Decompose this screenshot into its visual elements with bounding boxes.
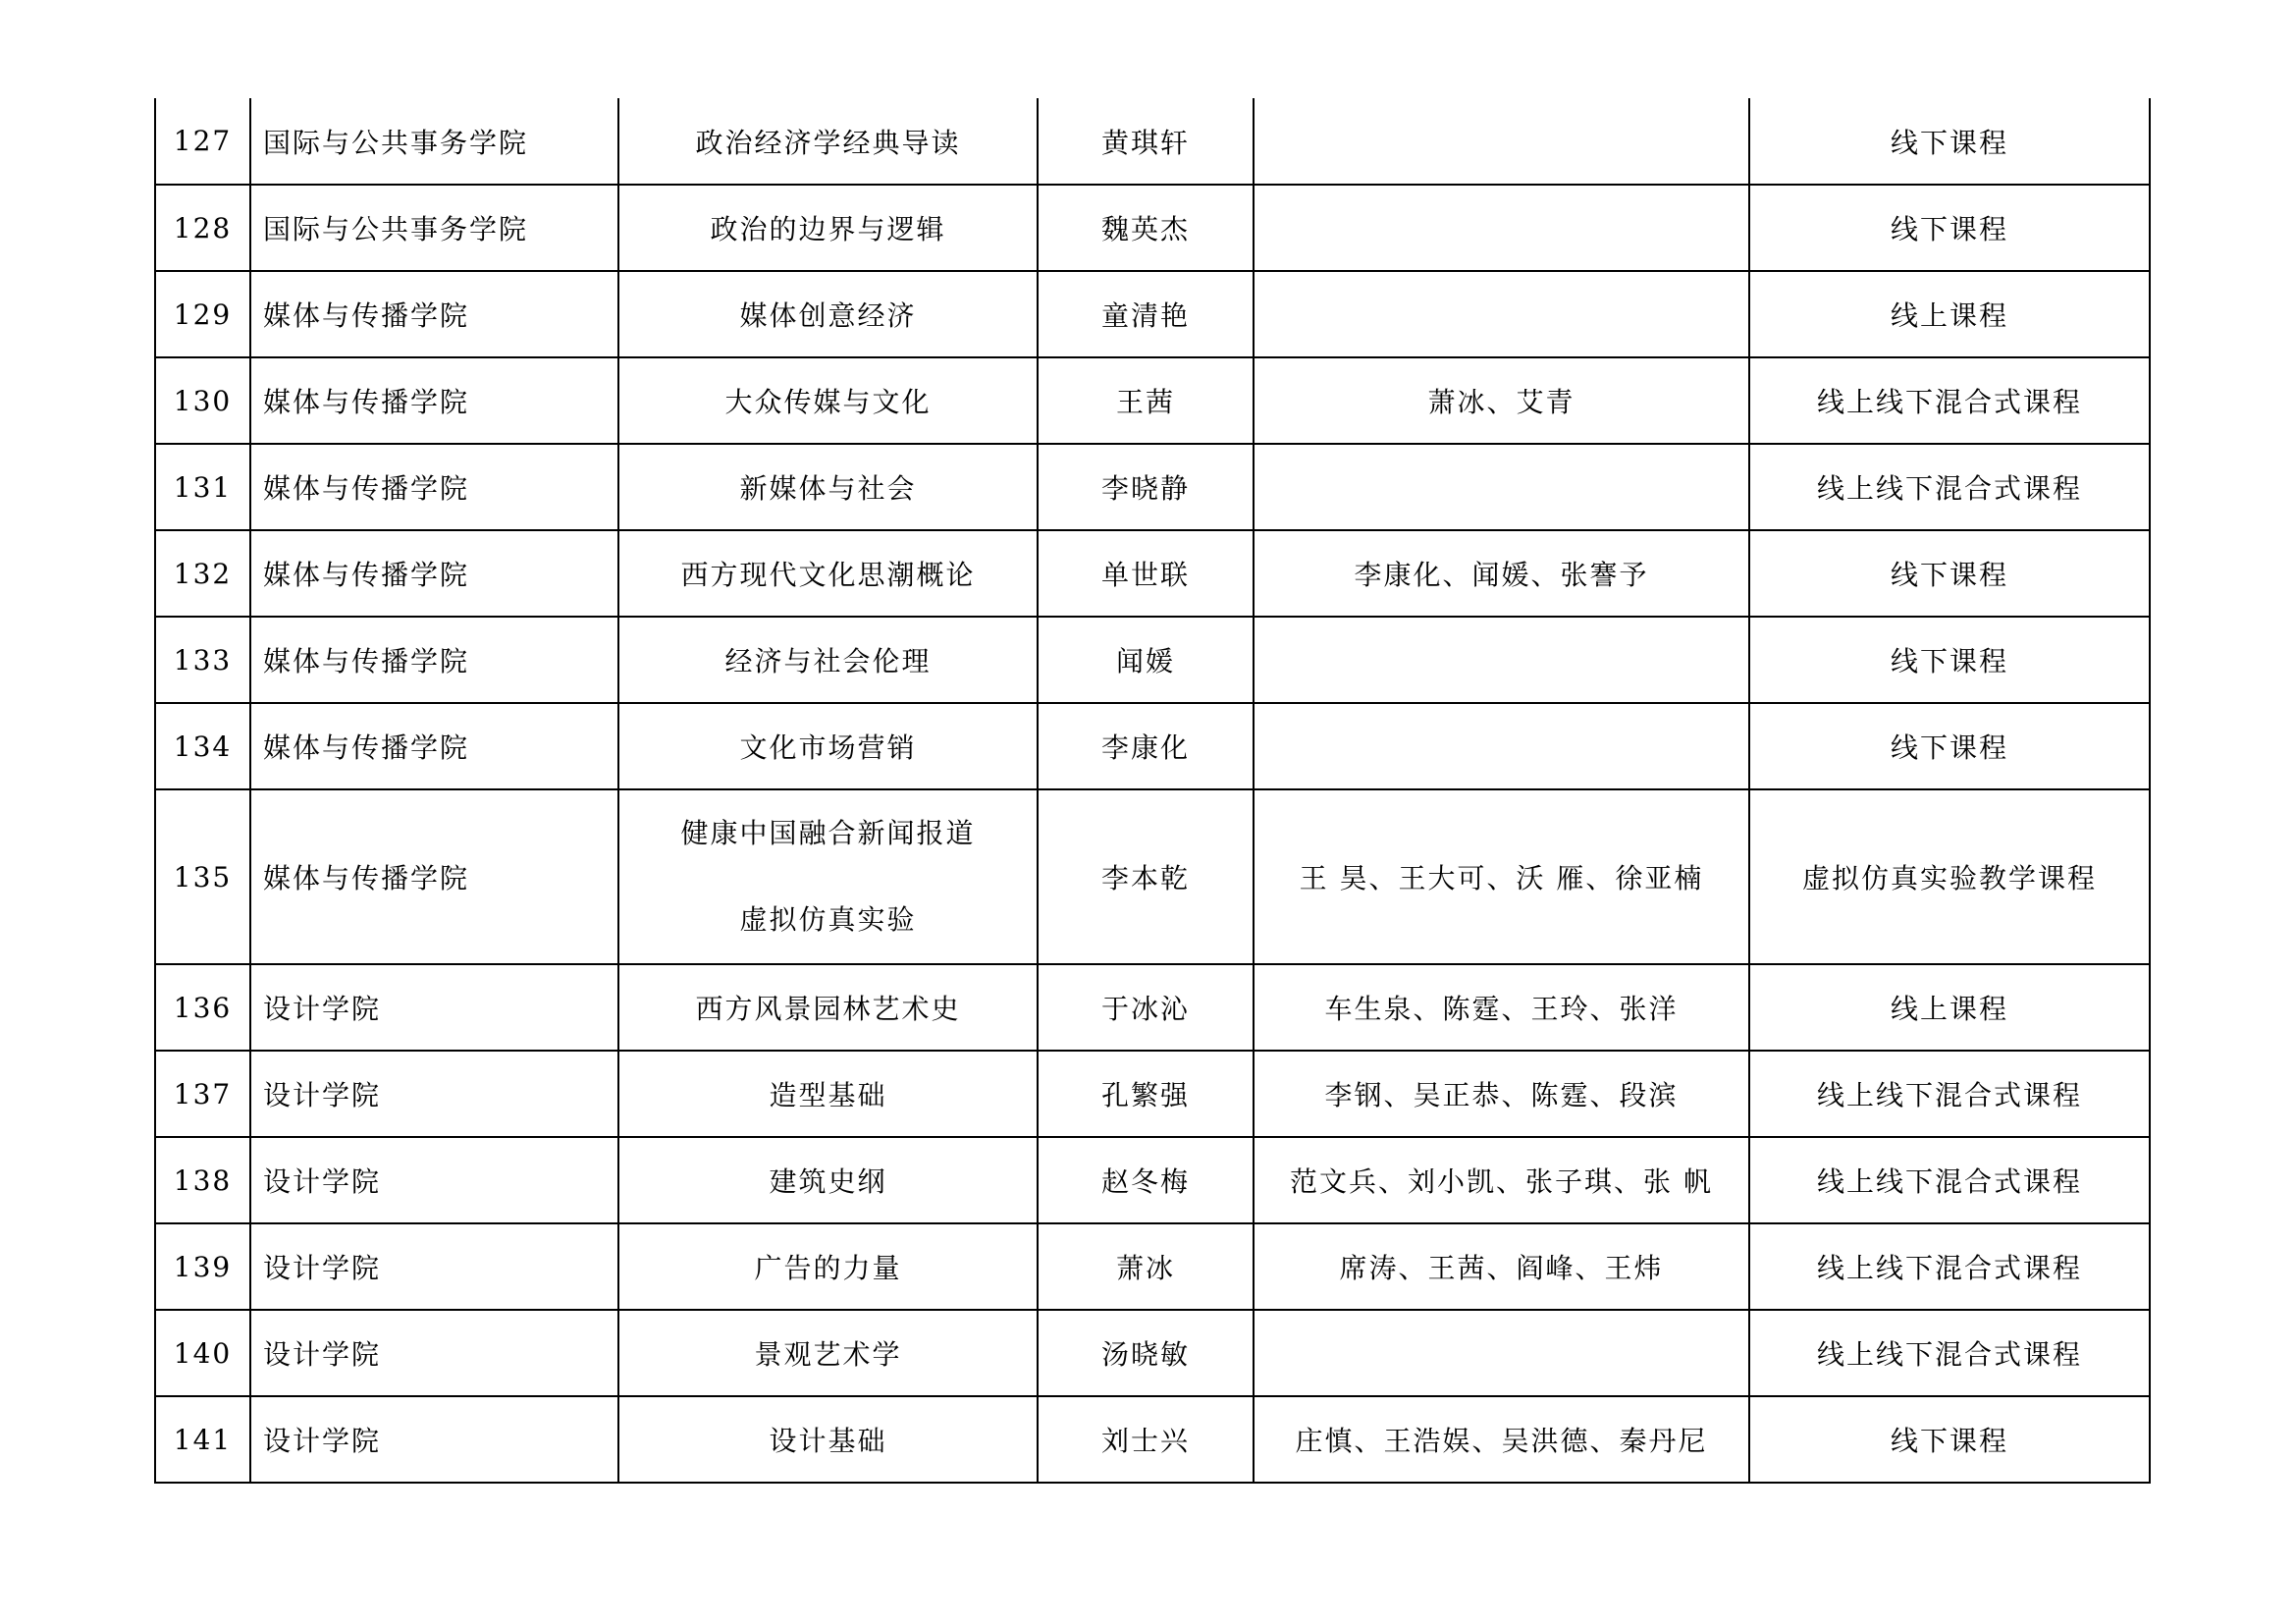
team-members-cell: 车生泉、陈霆、王玲、张洋: [1254, 964, 1749, 1051]
course-name-line: 健康中国融合新闻报道: [680, 817, 976, 849]
table-row: [155, 185, 2150, 271]
college-cell: 设计学院: [250, 1223, 618, 1310]
course-name-cell: [618, 1396, 1038, 1483]
college-cell: 媒体与传播学院: [250, 444, 618, 530]
row-number-cell: 134: [155, 703, 250, 789]
course-type-cell: 线上线下混合式课程: [1749, 444, 2150, 530]
course-leader-cell: 单世联: [1038, 530, 1254, 617]
table-body: [155, 98, 2150, 1483]
course-name-line: 政治经济学经典导读: [695, 126, 961, 159]
course-type-cell: 线下课程: [1749, 703, 2150, 789]
row-number-cell: 140: [155, 1310, 250, 1396]
row-number-cell: 131: [155, 444, 250, 530]
course-leader-cell: 闻媛: [1038, 617, 1254, 703]
table-row: [155, 1310, 2150, 1396]
team-members-cell: 庄慎、王浩娱、吴洪德、秦丹尼: [1254, 1396, 1749, 1483]
table-row: [155, 703, 2150, 789]
table-row: [155, 1223, 2150, 1310]
row-number-cell: 139: [155, 1223, 250, 1310]
team-members-cell: 王 昊、王大可、沃 雁、徐亚楠: [1254, 789, 1749, 964]
course-leader-cell: 黄琪轩: [1038, 98, 1254, 185]
course-name-cell: [618, 444, 1038, 530]
college-cell: 媒体与传播学院: [250, 617, 618, 703]
team-members-cell: 李康化、闻媛、张謇予: [1254, 530, 1749, 617]
table-row: [155, 964, 2150, 1051]
course-name-cell: [618, 964, 1038, 1051]
table-row: [155, 98, 2150, 185]
course-leader-cell: 李晓静: [1038, 444, 1254, 530]
course-name-line: 造型基础: [769, 1079, 887, 1111]
course-name-cell: [618, 185, 1038, 271]
row-number-cell: 132: [155, 530, 250, 617]
team-members-cell: [1254, 271, 1749, 357]
college-cell: 设计学院: [250, 1396, 618, 1483]
team-members-cell: 李钢、吴正恭、陈霆、段滨: [1254, 1051, 1749, 1137]
course-name-line: 设计基础: [769, 1425, 887, 1457]
course-name-cell: [618, 1137, 1038, 1223]
course-leader-cell: 于冰沁: [1038, 964, 1254, 1051]
row-number-cell: 135: [155, 789, 250, 964]
team-members-cell: [1254, 617, 1749, 703]
table-row: [155, 789, 2150, 964]
college-cell: 媒体与传播学院: [250, 271, 618, 357]
row-number-cell: 127: [155, 98, 250, 185]
table-row: [155, 1137, 2150, 1223]
row-number-cell: 136: [155, 964, 250, 1051]
college-cell: 设计学院: [250, 1137, 618, 1223]
team-members-cell: [1254, 444, 1749, 530]
course-leader-cell: 赵冬梅: [1038, 1137, 1254, 1223]
college-cell: 媒体与传播学院: [250, 789, 618, 964]
course-name-line: 新媒体与社会: [739, 472, 917, 505]
course-type-cell: 线下课程: [1749, 185, 2150, 271]
course-name-line: 大众传媒与文化: [724, 386, 932, 418]
row-number-cell: 128: [155, 185, 250, 271]
table-row: [155, 1051, 2150, 1137]
team-members-cell: [1254, 98, 1749, 185]
course-name-cell: [618, 789, 1038, 964]
college-cell: 国际与公共事务学院: [250, 185, 618, 271]
course-name-cell: [618, 1223, 1038, 1310]
team-members-cell: 萧冰、艾青: [1254, 357, 1749, 444]
table-row: [155, 1396, 2150, 1483]
table-row: [155, 357, 2150, 444]
course-type-cell: 线上课程: [1749, 271, 2150, 357]
college-cell: 设计学院: [250, 1051, 618, 1137]
course-type-cell: 虚拟仿真实验教学课程: [1749, 789, 2150, 964]
course-name-line: 西方现代文化思潮概论: [680, 559, 976, 591]
course-name-line: 广告的力量: [754, 1252, 902, 1284]
course-leader-cell: 王茜: [1038, 357, 1254, 444]
course-type-cell: 线上线下混合式课程: [1749, 1051, 2150, 1137]
course-name-cell: [618, 617, 1038, 703]
course-name-line: 政治的边界与逻辑: [710, 213, 946, 245]
course-name-line: 虚拟仿真实验: [739, 903, 917, 936]
course-type-cell: 线下课程: [1749, 98, 2150, 185]
course-name-line: 景观艺术学: [754, 1338, 902, 1371]
course-type-cell: 线上线下混合式课程: [1749, 1310, 2150, 1396]
row-number-cell: 133: [155, 617, 250, 703]
course-type-cell: 线上线下混合式课程: [1749, 357, 2150, 444]
course-leader-cell: 魏英杰: [1038, 185, 1254, 271]
course-leader-cell: 李康化: [1038, 703, 1254, 789]
course-name-cell: [618, 1310, 1038, 1396]
college-cell: 国际与公共事务学院: [250, 98, 618, 185]
course-name-cell: [618, 530, 1038, 617]
row-number-cell: 130: [155, 357, 250, 444]
team-members-cell: [1254, 1310, 1749, 1396]
table-row: [155, 444, 2150, 530]
course-type-cell: 线下课程: [1749, 530, 2150, 617]
college-cell: 媒体与传播学院: [250, 357, 618, 444]
course-name-line: 媒体创意经济: [739, 299, 917, 332]
table-row: [155, 530, 2150, 617]
course-type-cell: 线上线下混合式课程: [1749, 1223, 2150, 1310]
college-cell: 媒体与传播学院: [250, 530, 618, 617]
college-cell: 媒体与传播学院: [250, 703, 618, 789]
course-name-line: 经济与社会伦理: [724, 645, 932, 677]
row-number-cell: 129: [155, 271, 250, 357]
course-type-cell: 线下课程: [1749, 617, 2150, 703]
row-number-cell: 141: [155, 1396, 250, 1483]
row-number-cell: 138: [155, 1137, 250, 1223]
course-name-line: 西方风景园林艺术史: [695, 993, 961, 1025]
course-name-line: 建筑史纲: [769, 1165, 887, 1198]
row-number-cell: 137: [155, 1051, 250, 1137]
course-name-line: 文化市场营销: [739, 731, 917, 764]
college-cell: 设计学院: [250, 1310, 618, 1396]
course-leader-cell: 童清艳: [1038, 271, 1254, 357]
table-row: [155, 271, 2150, 357]
course-leader-cell: 刘士兴: [1038, 1396, 1254, 1483]
course-name-cell: [618, 271, 1038, 357]
course-leader-cell: 汤晓敏: [1038, 1310, 1254, 1396]
team-members-cell: [1254, 185, 1749, 271]
course-name-cell: [618, 357, 1038, 444]
course-type-cell: 线上线下混合式课程: [1749, 1137, 2150, 1223]
course-leader-cell: 孔繁强: [1038, 1051, 1254, 1137]
team-members-cell: 范文兵、刘小凯、张子琪、张 帆: [1254, 1137, 1749, 1223]
course-leader-cell: 李本乾: [1038, 789, 1254, 964]
course-name-cell: [618, 1051, 1038, 1137]
course-leader-cell: 萧冰: [1038, 1223, 1254, 1310]
team-members-cell: 席涛、王茜、阎峰、王炜: [1254, 1223, 1749, 1310]
table-row: [155, 617, 2150, 703]
course-type-cell: 线下课程: [1749, 1396, 2150, 1483]
college-cell: 设计学院: [250, 964, 618, 1051]
team-members-cell: [1254, 703, 1749, 789]
course-table: [154, 98, 2151, 1484]
course-type-cell: 线上课程: [1749, 964, 2150, 1051]
course-name-cell: [618, 703, 1038, 789]
course-name-cell: [618, 98, 1038, 185]
